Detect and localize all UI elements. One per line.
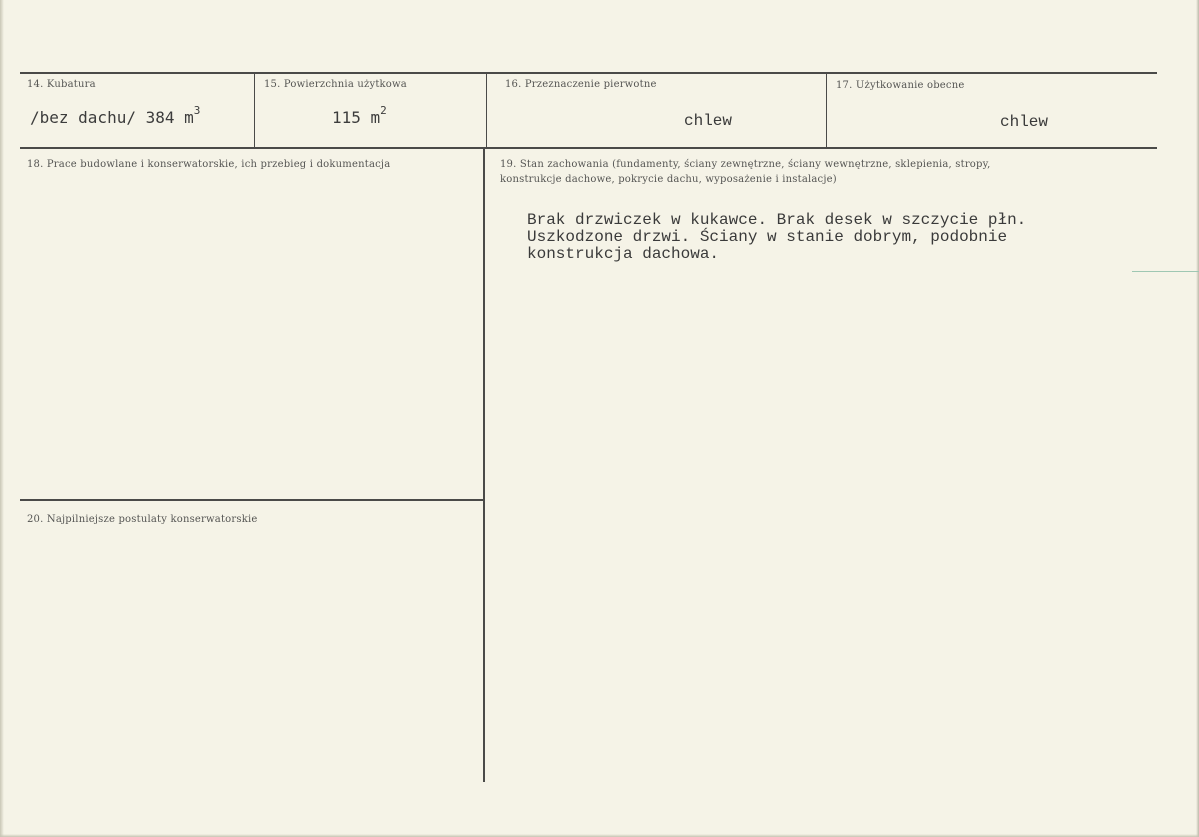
field-14-value-exponent: 3: [193, 104, 201, 117]
main-column-divider: [483, 148, 485, 782]
section-18-20-rule: [20, 499, 484, 501]
row1-bottom-rule: [20, 147, 1157, 149]
divider-14-15: [254, 73, 255, 148]
field-15-label: 15. Powierzchnia użytkowa: [264, 79, 407, 90]
card-left-edge: [0, 0, 4, 837]
field-17-value: chlew: [1000, 113, 1049, 131]
field-14-value-main: /bez dachu/ 384 m: [30, 108, 194, 127]
field-15-value: [332, 104, 387, 127]
top-rule: [20, 72, 1157, 74]
field-14-value: [30, 104, 201, 127]
field-16-label: 16. Przeznaczenie pierwotne: [505, 79, 657, 90]
divider-16-17: [826, 73, 827, 148]
field-19-text-line-3: konstrukcja dachowa.: [527, 245, 720, 263]
margin-mark: [1132, 271, 1199, 272]
field-20-label: 20. Najpilniejsze postulaty konserwatorskie: [27, 514, 258, 525]
field-16-value: chlew: [684, 112, 733, 130]
field-19-label-line1: 19. Stan zachowania (fundamenty, ściany zewnętrzne, ściany wewnętrzne, sklepienia, stropy,: [500, 159, 991, 170]
field-17-label: 17. Użytkowanie obecne: [836, 80, 965, 91]
field-19-label-line2: konstrukcje dachowe, pokrycie dachu, wyposażenie i instalacje): [500, 174, 837, 185]
field-19-text: [527, 212, 1026, 263]
field-18-label: 18. Prace budowlane i konserwatorskie, ich przebieg i dokumentacja: [27, 159, 391, 170]
divider-15-16: [486, 73, 487, 148]
field-19-text-line-1: Brak drzwiczek w kukawce. Brak desek w szczycie płn.: [527, 211, 1027, 229]
field-14-label: 14. Kubatura: [27, 79, 96, 90]
field-15-value-exponent: 2: [380, 104, 387, 117]
field-19-text-line-2: Uszkodzone drzwi. Ściany w stanie dobrym, podobnie: [527, 228, 1008, 246]
field-15-value-main: 115 m: [332, 108, 381, 127]
